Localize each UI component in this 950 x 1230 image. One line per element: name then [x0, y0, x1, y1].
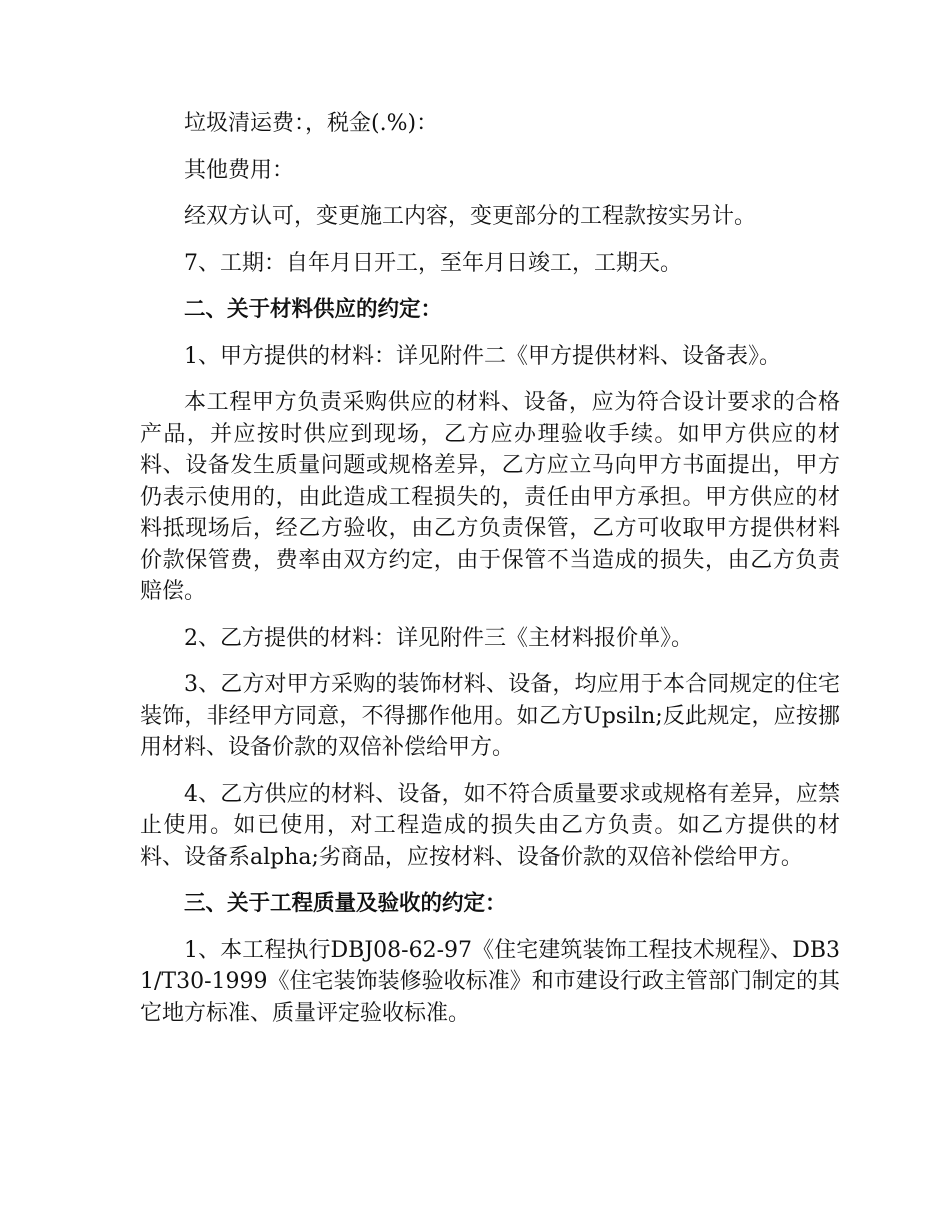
- paragraph-change-terms: 经双方认可，变更施工内容，变更部分的工程款按实另计。: [184, 204, 757, 229]
- paragraph-material-quality: 4、乙方供应的材料、设备，如不符合质量要求或规格有差异，应禁止使用。如已使用，对工程造成的损失由乙方负责。如乙方提供的材料、设备系alpha;劣商品，应按材料、设备价款的双倍补偿给甲方。: [140, 781, 840, 870]
- paragraph-standards: 1、本工程执行DBJ08-62-97《住宅建筑装饰工程技术规程》、DB31/T30-1999《住宅装饰装修验收标准》和市建设行政主管部门制定的其它地方标准、质量评定验收标准。: [140, 937, 840, 1026]
- paragraph-party-a-responsibility: 本工程甲方负责采购供应的材料、设备，应为符合设计要求的合格产品，并应按时供应到现场，乙方应办理验收手续。如甲方供应的材料、设备发生质量问题或规格差异，乙方应立马向甲方书面提出，甲方仍表示使用的，由此造成工程损失的，责任由甲方承担。甲方供应的材料抵现场后，经乙方验收，由乙方负责保管，乙方可收取甲方提供材料价款保管费，费率由双方约定，由于保管不当造成的损失，由乙方负责赔偿。: [140, 390, 840, 604]
- paragraph-party-b-materials: 2、乙方提供的材料：详见附件三《主材料报价单》。: [184, 625, 693, 651]
- paragraph-party-a-materials: 1、甲方提供的材料：详见附件二《甲方提供材料、设备表》。: [184, 343, 781, 369]
- paragraph-construction-period: 7、工期：自年月日开工，至年月日竣工，工期天。: [184, 250, 682, 276]
- section-heading-materials: 二、关于材料供应的约定：: [184, 297, 443, 322]
- paragraph-material-usage: 3、乙方对甲方采购的装饰材料、设备，均应用于本合同规定的住宅装饰，非经甲方同意，不得挪作他用。如乙方Upsiln;反此规定，应按挪用材料、设备价款的双倍补偿给甲方。: [140, 672, 840, 760]
- paragraph-other-fees: 其他费用：: [184, 157, 295, 183]
- document-page: [140, 108, 840, 1044]
- section-heading-quality: 三、关于工程质量及验收的约定：: [184, 891, 507, 916]
- paragraph-garbage-fee: 垃圾清运费：，税金(.%)：: [184, 111, 439, 136]
